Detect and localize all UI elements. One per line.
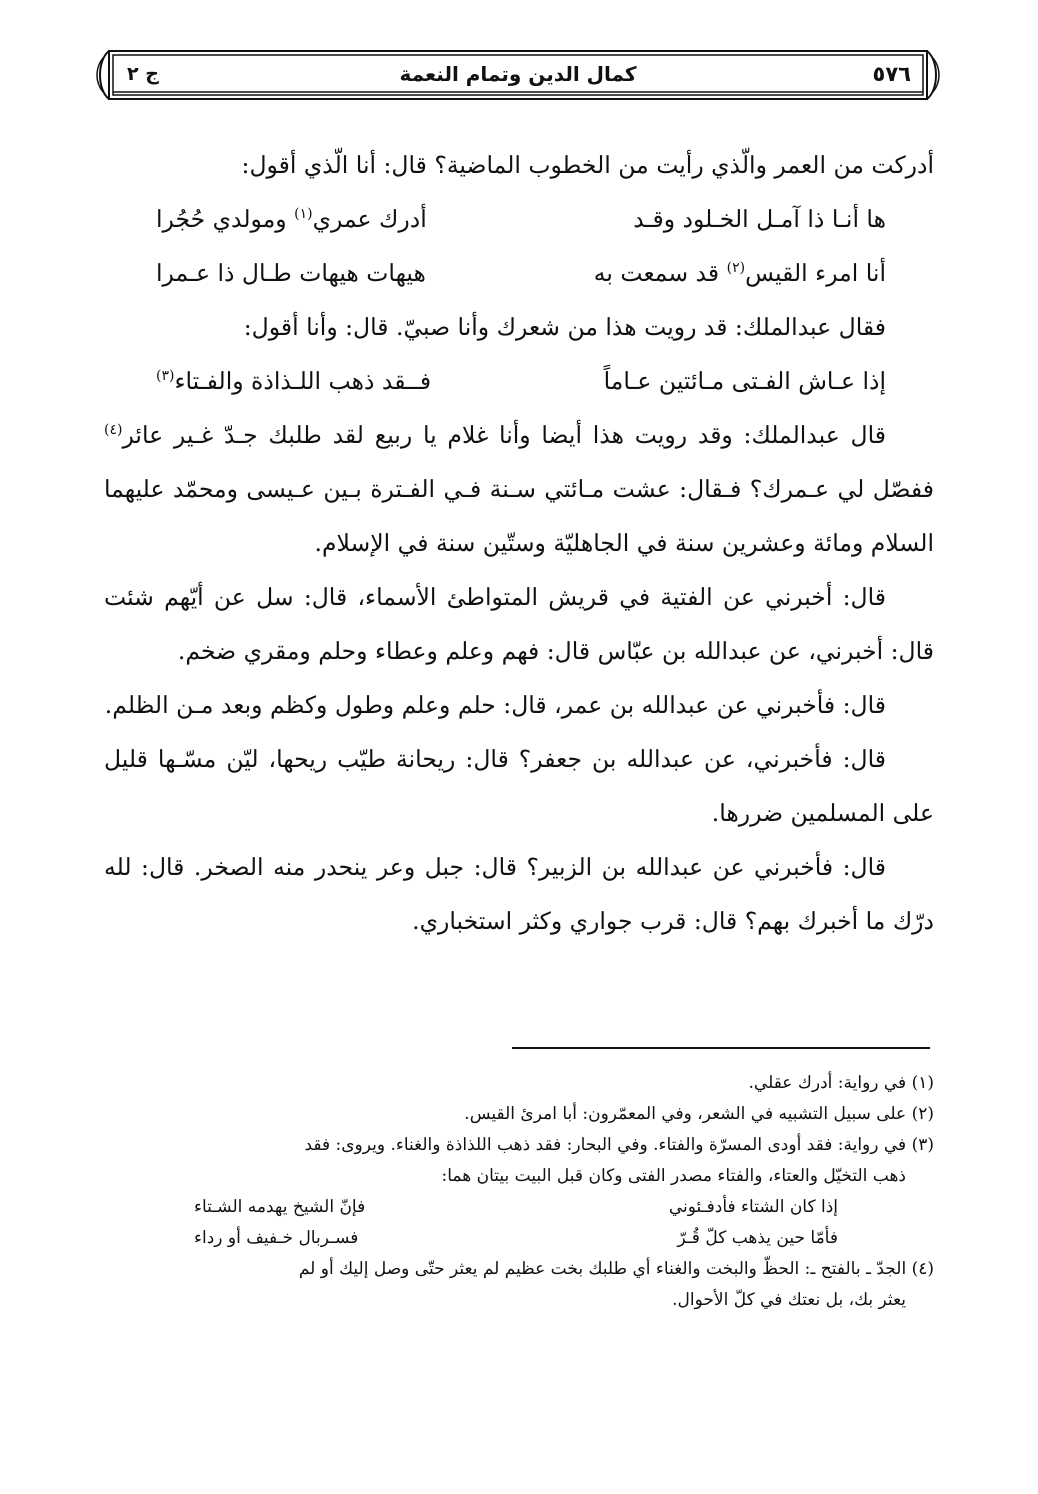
verse-hemistich-first: إذا كان الشتاء فأدفـئوني — [668, 1197, 838, 1217]
paragraph-text: ففصّل لي عـمرك؟ فـقال: عشت مـائتي سـنة فـي الفـترة بـين عـيسى ومحمّد عليهما السلام ومائة وعشرين سنة في الجاهليّة وستّين سنة في الإسلام. — [104, 475, 934, 557]
verse-hemistich-first: ها أنـا ذا آمـل الخـلود وقـد — [633, 205, 886, 233]
verse-text: قد سمعت به — [593, 259, 727, 287]
footnote-3: (٣) في رواية: فقد أودى المسرّة والفتاء. وفي البحار: فقد ذهب اللذاذة والغناء. ويروى: فقد — [304, 1135, 934, 1155]
footnotes — [104, 1068, 934, 1316]
verse-hemistich-second: فإنّ الشيخ يهدمه الشـتاء — [194, 1197, 366, 1217]
verse-hemistich-second: هيهات هيهات طـال ذا عـمرا — [156, 259, 426, 287]
paragraph-text: قال عبدالملك: وقد رويت هذا أيضا وأنا غلام يا ربيع لقد طلبك جـدّ غـير عائر — [122, 421, 886, 449]
paragraph: قال: فأخبرني، عن عبدالله بن جعفر؟ قال: ريحانة طيّب ريحها، ليّن مسّـها قليل على المسلمين ضررها. — [104, 745, 934, 827]
paragraph: قال: فأخبرني عن عبدالله بن الزبير؟ قال: جبل وعر ينحدر منه الصخر. قال: لله درّك ما أخبرك بهم؟ قال: قرب جواري وكثر استخباري. — [104, 853, 934, 935]
page-number: ٥٧٦ — [872, 62, 911, 86]
footnote-marker: (٣) — [156, 368, 175, 385]
footnote-4-continued: يعثر بك، بل نعتك في كلّ الأحوال. — [672, 1290, 906, 1310]
verse-hemistich-first — [594, 246, 886, 300]
verse-text: أنا امرء القيس — [745, 259, 886, 287]
verse-hemistich-first: فأمّا حين يذهب كلّ قُـرّ — [677, 1228, 838, 1248]
footnote-1: (١) في رواية: أدرك عقلي. — [748, 1073, 934, 1093]
verse-text: أدرك عمري — [312, 205, 427, 233]
volume-label: ج ٢ — [127, 63, 159, 85]
paragraph: فقال عبدالملك: قد رويت هذا من شعرك وأنا صبيّ. قال: وأنا أقول: — [243, 313, 886, 341]
verse-hemistich-second — [156, 354, 431, 408]
verse-line — [104, 354, 934, 408]
paragraph: أدركت من العمر والّذي رأيت من الخطوب الماضية؟ قال: أنا الّذي أقول: — [241, 151, 934, 179]
main-text — [104, 138, 934, 948]
verse-hemistich-second: فسـربال خـفيف أو رداء — [194, 1228, 359, 1248]
paragraph: قال: أخبرني عن الفتية في قريش المتواطئ الأسماء، قال: سل عن أيّهم شئت قال: أخبرني، عن عبدالله بن عبّاس قال: فهم وعلم وعطاء وحلم ومقري ضخم. — [104, 583, 934, 665]
footnote-verse-line — [104, 1192, 934, 1223]
verse-hemistich-first: إذا عـاش الفـتى مـائتين عـاماً — [603, 367, 886, 395]
verse-line — [104, 246, 934, 300]
verse-hemistich-second — [156, 192, 427, 246]
footnote-marker: (١) — [294, 206, 313, 223]
footnote-marker: (٤) — [104, 422, 123, 439]
footnote-2: (٢) على سبيل التشبيه في الشعر، وفي المعمّرون: أبا امرئ القيس. — [464, 1104, 934, 1124]
footnote-marker: (٢) — [726, 260, 746, 277]
verse-text: فــقد ذهب اللـذاذة والفـتاء — [174, 367, 432, 395]
paragraph: قال: فأخبرني عن عبدالله بن عمر، قال: حلم وعلم وطول وكظم وبعد مـن الظلم. — [104, 691, 886, 719]
running-header — [95, 48, 941, 102]
verse-text: ومولدي حُجُرا — [156, 205, 295, 233]
book-title: كمال الدين وتمام النعمة — [399, 62, 637, 86]
footnote-verse-line — [104, 1223, 934, 1254]
paragraph — [104, 408, 934, 570]
verse-line — [104, 192, 934, 246]
footnote-4: (٤) الجدّ ـ بالفتح ـ: الحظّ والبخت والغناء أي طلبك بخت عظيم لم يعثر حتّى وصل إليك أو لم — [298, 1259, 934, 1279]
footnote-separator — [512, 1047, 930, 1049]
footnote-3-continued: ذهب التخيّل والعتاء، والفتاء مصدر الفتى وكان قبل البيت بيتان هما: — [441, 1166, 906, 1186]
